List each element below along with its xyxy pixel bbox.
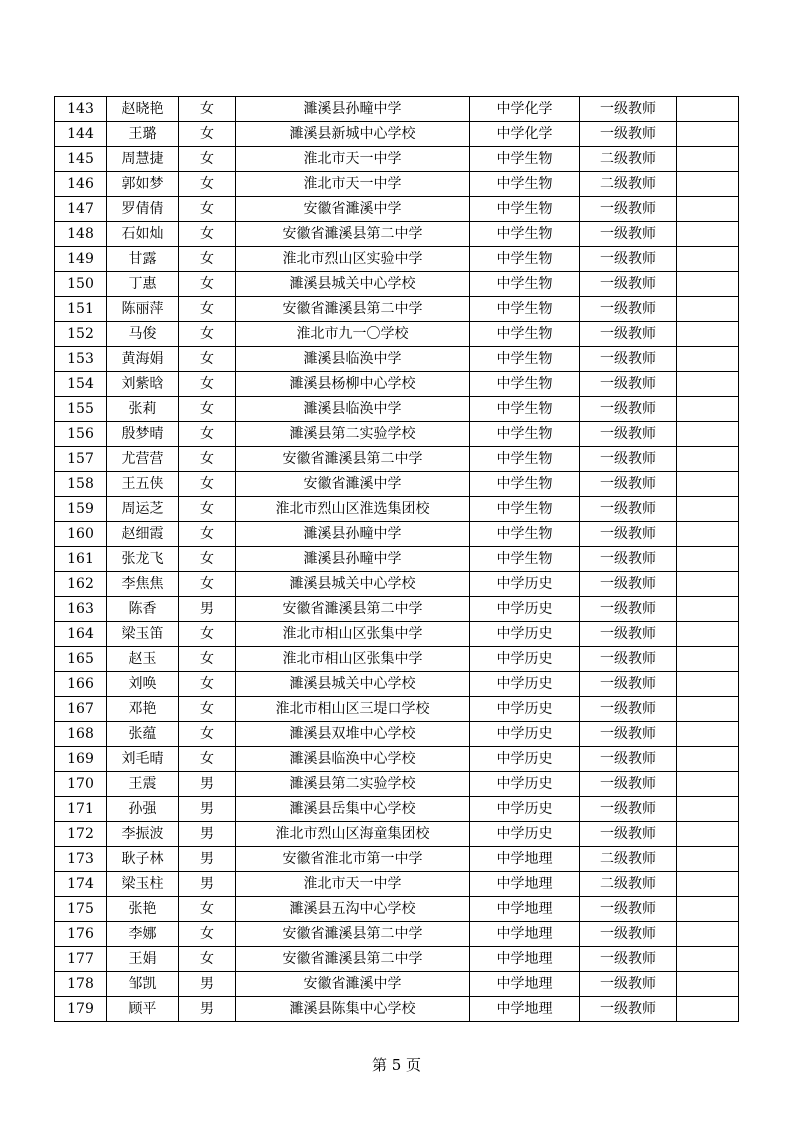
- remarks-cell: [677, 647, 739, 672]
- subject-cell: 中学历史: [470, 672, 580, 697]
- gender-cell: 女: [179, 697, 236, 722]
- title-level-cell: 一级教师: [580, 997, 677, 1022]
- gender-cell: 男: [179, 797, 236, 822]
- gender-cell: 女: [179, 522, 236, 547]
- teacher-name-cell: 赵玉: [107, 647, 179, 672]
- remarks-cell: [677, 622, 739, 647]
- table-row: [55, 497, 739, 522]
- table-row: [55, 97, 739, 122]
- table-row: [55, 847, 739, 872]
- table-row: [55, 872, 739, 897]
- table-row: [55, 597, 739, 622]
- row-number-cell: 155: [55, 397, 107, 422]
- school-name-cell: 安徽省濉溪县第二中学: [236, 222, 470, 247]
- gender-cell: 男: [179, 972, 236, 997]
- title-level-cell: 一级教师: [580, 772, 677, 797]
- remarks-cell: [677, 522, 739, 547]
- school-name-cell: 濉溪县五沟中心学校: [236, 897, 470, 922]
- remarks-cell: [677, 547, 739, 572]
- teacher-name-cell: 顾平: [107, 997, 179, 1022]
- subject-cell: 中学生物: [470, 147, 580, 172]
- row-number-cell: 162: [55, 572, 107, 597]
- remarks-cell: [677, 372, 739, 397]
- gender-cell: 女: [179, 897, 236, 922]
- school-name-cell: 安徽省濉溪县第二中学: [236, 947, 470, 972]
- table-row: [55, 697, 739, 722]
- gender-cell: 女: [179, 622, 236, 647]
- school-name-cell: 淮北市相山区张集中学: [236, 647, 470, 672]
- row-number-cell: 171: [55, 797, 107, 822]
- remarks-cell: [677, 697, 739, 722]
- row-number-cell: 157: [55, 447, 107, 472]
- school-name-cell: 安徽省淮北市第一中学: [236, 847, 470, 872]
- teacher-name-cell: 陈香: [107, 597, 179, 622]
- school-name-cell: 安徽省濉溪县第二中学: [236, 447, 470, 472]
- remarks-cell: [677, 972, 739, 997]
- school-name-cell: 安徽省濉溪县第二中学: [236, 597, 470, 622]
- gender-cell: 男: [179, 772, 236, 797]
- gender-cell: 女: [179, 447, 236, 472]
- gender-cell: 女: [179, 672, 236, 697]
- table-row: [55, 722, 739, 747]
- subject-cell: 中学历史: [470, 722, 580, 747]
- teacher-name-cell: 刘毛晴: [107, 747, 179, 772]
- gender-cell: 女: [179, 347, 236, 372]
- remarks-cell: [677, 222, 739, 247]
- subject-cell: 中学生物: [470, 497, 580, 522]
- remarks-cell: [677, 322, 739, 347]
- table-row: [55, 797, 739, 822]
- teacher-name-cell: 刘紫晗: [107, 372, 179, 397]
- table-row: [55, 372, 739, 397]
- school-name-cell: 濉溪县城关中心学校: [236, 272, 470, 297]
- gender-cell: 女: [179, 472, 236, 497]
- remarks-cell: [677, 197, 739, 222]
- subject-cell: 中学地理: [470, 897, 580, 922]
- school-name-cell: 濉溪县临涣中学: [236, 347, 470, 372]
- title-level-cell: 一级教师: [580, 322, 677, 347]
- title-level-cell: 一级教师: [580, 122, 677, 147]
- teacher-name-cell: 李娜: [107, 922, 179, 947]
- remarks-cell: [677, 822, 739, 847]
- gender-cell: 女: [179, 747, 236, 772]
- row-number-cell: 143: [55, 97, 107, 122]
- table-row: [55, 397, 739, 422]
- gender-cell: 女: [179, 497, 236, 522]
- teacher-name-cell: 梁玉柱: [107, 872, 179, 897]
- subject-cell: 中学生物: [470, 197, 580, 222]
- title-level-cell: 一级教师: [580, 722, 677, 747]
- school-name-cell: 淮北市天一中学: [236, 872, 470, 897]
- teacher-name-cell: 刘唤: [107, 672, 179, 697]
- table-row: [55, 572, 739, 597]
- subject-cell: 中学生物: [470, 322, 580, 347]
- title-level-cell: 一级教师: [580, 822, 677, 847]
- gender-cell: 男: [179, 597, 236, 622]
- row-number-cell: 146: [55, 172, 107, 197]
- table-row: [55, 547, 739, 572]
- table-row: [55, 297, 739, 322]
- subject-cell: 中学历史: [470, 797, 580, 822]
- subject-cell: 中学生物: [470, 347, 580, 372]
- school-name-cell: 安徽省濉溪县第二中学: [236, 297, 470, 322]
- row-number-cell: 152: [55, 322, 107, 347]
- row-number-cell: 151: [55, 297, 107, 322]
- teacher-name-cell: 邹凯: [107, 972, 179, 997]
- table-row: [55, 347, 739, 372]
- row-number-cell: 168: [55, 722, 107, 747]
- title-level-cell: 二级教师: [580, 172, 677, 197]
- row-number-cell: 149: [55, 247, 107, 272]
- table-row: [55, 122, 739, 147]
- row-number-cell: 159: [55, 497, 107, 522]
- row-number-cell: 175: [55, 897, 107, 922]
- gender-cell: 女: [179, 572, 236, 597]
- gender-cell: 女: [179, 547, 236, 572]
- row-number-cell: 166: [55, 672, 107, 697]
- table-row: [55, 822, 739, 847]
- row-number-cell: 170: [55, 772, 107, 797]
- subject-cell: 中学历史: [470, 597, 580, 622]
- teacher-name-cell: 李振波: [107, 822, 179, 847]
- subject-cell: 中学地理: [470, 872, 580, 897]
- row-number-cell: 179: [55, 997, 107, 1022]
- table-row: [55, 472, 739, 497]
- school-name-cell: 淮北市相山区三堤口学校: [236, 697, 470, 722]
- teacher-name-cell: 周运芝: [107, 497, 179, 522]
- row-number-cell: 163: [55, 597, 107, 622]
- gender-cell: 女: [179, 947, 236, 972]
- row-number-cell: 158: [55, 472, 107, 497]
- teacher-name-cell: 张龙飞: [107, 547, 179, 572]
- teacher-name-cell: 张蕴: [107, 722, 179, 747]
- school-name-cell: 淮北市天一中学: [236, 147, 470, 172]
- title-level-cell: 一级教师: [580, 472, 677, 497]
- title-level-cell: 一级教师: [580, 697, 677, 722]
- remarks-cell: [677, 247, 739, 272]
- row-number-cell: 161: [55, 547, 107, 572]
- title-level-cell: 一级教师: [580, 97, 677, 122]
- title-level-cell: 一级教师: [580, 647, 677, 672]
- remarks-cell: [677, 847, 739, 872]
- gender-cell: 女: [179, 372, 236, 397]
- table-row: [55, 647, 739, 672]
- subject-cell: 中学地理: [470, 947, 580, 972]
- remarks-cell: [677, 297, 739, 322]
- teacher-name-cell: 赵晓艳: [107, 97, 179, 122]
- school-name-cell: 濉溪县杨柳中心学校: [236, 372, 470, 397]
- table-row: [55, 972, 739, 997]
- teacher-name-cell: 王五侠: [107, 472, 179, 497]
- table-row: [55, 197, 739, 222]
- title-level-cell: 一级教师: [580, 747, 677, 772]
- school-name-cell: 濉溪县临涣中学: [236, 397, 470, 422]
- gender-cell: 女: [179, 272, 236, 297]
- school-name-cell: 淮北市相山区张集中学: [236, 622, 470, 647]
- row-number-cell: 144: [55, 122, 107, 147]
- gender-cell: 男: [179, 822, 236, 847]
- subject-cell: 中学生物: [470, 397, 580, 422]
- remarks-cell: [677, 447, 739, 472]
- table-row: [55, 272, 739, 297]
- table-row: [55, 897, 739, 922]
- table-row: [55, 247, 739, 272]
- teacher-roster-table: [54, 96, 739, 1022]
- remarks-cell: [677, 922, 739, 947]
- subject-cell: 中学生物: [470, 447, 580, 472]
- teacher-name-cell: 王娟: [107, 947, 179, 972]
- subject-cell: 中学生物: [470, 297, 580, 322]
- table-row: [55, 672, 739, 697]
- school-name-cell: 濉溪县新城中心学校: [236, 122, 470, 147]
- table-body: [55, 97, 739, 1022]
- gender-cell: 男: [179, 872, 236, 897]
- remarks-cell: [677, 672, 739, 697]
- school-name-cell: 安徽省濉溪中学: [236, 197, 470, 222]
- remarks-cell: [677, 497, 739, 522]
- table-row: [55, 997, 739, 1022]
- title-level-cell: 二级教师: [580, 147, 677, 172]
- subject-cell: 中学地理: [470, 922, 580, 947]
- school-name-cell: 濉溪县临涣中心学校: [236, 747, 470, 772]
- title-level-cell: 一级教师: [580, 272, 677, 297]
- title-level-cell: 一级教师: [580, 897, 677, 922]
- table-row: [55, 522, 739, 547]
- teacher-name-cell: 石如灿: [107, 222, 179, 247]
- page-number: 第 5 页: [371, 1056, 422, 1074]
- gender-cell: 男: [179, 847, 236, 872]
- school-name-cell: 濉溪县孙疃中学: [236, 522, 470, 547]
- title-level-cell: 一级教师: [580, 247, 677, 272]
- subject-cell: 中学历史: [470, 697, 580, 722]
- row-number-cell: 172: [55, 822, 107, 847]
- gender-cell: 女: [179, 647, 236, 672]
- school-name-cell: 安徽省濉溪中学: [236, 472, 470, 497]
- gender-cell: 女: [179, 397, 236, 422]
- title-level-cell: 一级教师: [580, 572, 677, 597]
- table-row: [55, 447, 739, 472]
- teacher-name-cell: 王震: [107, 772, 179, 797]
- school-name-cell: 安徽省濉溪中学: [236, 972, 470, 997]
- remarks-cell: [677, 747, 739, 772]
- remarks-cell: [677, 272, 739, 297]
- remarks-cell: [677, 722, 739, 747]
- teacher-name-cell: 黄海娟: [107, 347, 179, 372]
- subject-cell: 中学历史: [470, 772, 580, 797]
- gender-cell: 女: [179, 97, 236, 122]
- gender-cell: 女: [179, 297, 236, 322]
- remarks-cell: [677, 597, 739, 622]
- gender-cell: 男: [179, 997, 236, 1022]
- teacher-name-cell: 甘露: [107, 247, 179, 272]
- row-number-cell: 176: [55, 922, 107, 947]
- table-row: [55, 422, 739, 447]
- remarks-cell: [677, 997, 739, 1022]
- school-name-cell: 濉溪县双堆中心学校: [236, 722, 470, 747]
- school-name-cell: 淮北市烈山区淮选集团校: [236, 497, 470, 522]
- gender-cell: 女: [179, 222, 236, 247]
- teacher-name-cell: 殷梦晴: [107, 422, 179, 447]
- title-level-cell: 一级教师: [580, 372, 677, 397]
- remarks-cell: [677, 472, 739, 497]
- school-name-cell: 淮北市天一中学: [236, 172, 470, 197]
- teacher-name-cell: 马俊: [107, 322, 179, 347]
- gender-cell: 女: [179, 172, 236, 197]
- gender-cell: 女: [179, 322, 236, 347]
- remarks-cell: [677, 872, 739, 897]
- remarks-cell: [677, 397, 739, 422]
- teacher-name-cell: 尤营营: [107, 447, 179, 472]
- remarks-cell: [677, 797, 739, 822]
- row-number-cell: 153: [55, 347, 107, 372]
- subject-cell: 中学生物: [470, 472, 580, 497]
- subject-cell: 中学化学: [470, 122, 580, 147]
- subject-cell: 中学生物: [470, 372, 580, 397]
- school-name-cell: 濉溪县城关中心学校: [236, 672, 470, 697]
- school-name-cell: 濉溪县陈集中心学校: [236, 997, 470, 1022]
- table-row: [55, 322, 739, 347]
- remarks-cell: [677, 347, 739, 372]
- school-name-cell: 淮北市烈山区实验中学: [236, 247, 470, 272]
- subject-cell: 中学生物: [470, 247, 580, 272]
- subject-cell: 中学历史: [470, 647, 580, 672]
- school-name-cell: 安徽省濉溪县第二中学: [236, 922, 470, 947]
- teacher-name-cell: 丁惠: [107, 272, 179, 297]
- title-level-cell: 一级教师: [580, 972, 677, 997]
- table-row: [55, 922, 739, 947]
- school-name-cell: 濉溪县第二实验学校: [236, 772, 470, 797]
- title-level-cell: 一级教师: [580, 597, 677, 622]
- remarks-cell: [677, 147, 739, 172]
- gender-cell: 女: [179, 722, 236, 747]
- title-level-cell: 一级教师: [580, 947, 677, 972]
- remarks-cell: [677, 422, 739, 447]
- teacher-name-cell: 王璐: [107, 122, 179, 147]
- teacher-name-cell: 李焦焦: [107, 572, 179, 597]
- title-level-cell: 一级教师: [580, 547, 677, 572]
- school-name-cell: 淮北市烈山区海童集团校: [236, 822, 470, 847]
- table-row: [55, 622, 739, 647]
- subject-cell: 中学地理: [470, 997, 580, 1022]
- row-number-cell: 156: [55, 422, 107, 447]
- row-number-cell: 165: [55, 647, 107, 672]
- row-number-cell: 145: [55, 147, 107, 172]
- row-number-cell: 173: [55, 847, 107, 872]
- title-level-cell: 二级教师: [580, 872, 677, 897]
- gender-cell: 女: [179, 197, 236, 222]
- table-row: [55, 947, 739, 972]
- title-level-cell: 一级教师: [580, 497, 677, 522]
- gender-cell: 女: [179, 122, 236, 147]
- title-level-cell: 一级教师: [580, 422, 677, 447]
- row-number-cell: 164: [55, 622, 107, 647]
- subject-cell: 中学生物: [470, 272, 580, 297]
- subject-cell: 中学生物: [470, 522, 580, 547]
- subject-cell: 中学历史: [470, 572, 580, 597]
- teacher-name-cell: 罗倩倩: [107, 197, 179, 222]
- row-number-cell: 154: [55, 372, 107, 397]
- title-level-cell: 一级教师: [580, 672, 677, 697]
- title-level-cell: 一级教师: [580, 297, 677, 322]
- row-number-cell: 167: [55, 697, 107, 722]
- table-row: [55, 772, 739, 797]
- row-number-cell: 169: [55, 747, 107, 772]
- remarks-cell: [677, 947, 739, 972]
- gender-cell: 女: [179, 147, 236, 172]
- table-row: [55, 147, 739, 172]
- table-row: [55, 222, 739, 247]
- school-name-cell: 濉溪县第二实验学校: [236, 422, 470, 447]
- title-level-cell: 一级教师: [580, 522, 677, 547]
- remarks-cell: [677, 572, 739, 597]
- row-number-cell: 148: [55, 222, 107, 247]
- subject-cell: 中学地理: [470, 972, 580, 997]
- title-level-cell: 一级教师: [580, 797, 677, 822]
- school-name-cell: 濉溪县城关中心学校: [236, 572, 470, 597]
- row-number-cell: 174: [55, 872, 107, 897]
- subject-cell: 中学生物: [470, 222, 580, 247]
- school-name-cell: 淮北市九一〇学校: [236, 322, 470, 347]
- row-number-cell: 178: [55, 972, 107, 997]
- subject-cell: 中学生物: [470, 172, 580, 197]
- row-number-cell: 147: [55, 197, 107, 222]
- subject-cell: 中学生物: [470, 422, 580, 447]
- title-level-cell: 二级教师: [580, 847, 677, 872]
- remarks-cell: [677, 122, 739, 147]
- row-number-cell: 177: [55, 947, 107, 972]
- title-level-cell: 一级教师: [580, 447, 677, 472]
- remarks-cell: [677, 897, 739, 922]
- title-level-cell: 一级教师: [580, 397, 677, 422]
- title-level-cell: 一级教师: [580, 347, 677, 372]
- subject-cell: 中学历史: [470, 822, 580, 847]
- remarks-cell: [677, 172, 739, 197]
- teacher-name-cell: 陈丽萍: [107, 297, 179, 322]
- gender-cell: 女: [179, 922, 236, 947]
- subject-cell: 中学地理: [470, 847, 580, 872]
- teacher-name-cell: 郭如梦: [107, 172, 179, 197]
- subject-cell: 中学历史: [470, 622, 580, 647]
- school-name-cell: 濉溪县孙疃中学: [236, 97, 470, 122]
- teacher-name-cell: 梁玉笛: [107, 622, 179, 647]
- teacher-name-cell: 邓艳: [107, 697, 179, 722]
- gender-cell: 女: [179, 247, 236, 272]
- teacher-name-cell: 赵细霞: [107, 522, 179, 547]
- remarks-cell: [677, 772, 739, 797]
- teacher-name-cell: 耿子林: [107, 847, 179, 872]
- table-row: [55, 747, 739, 772]
- teacher-name-cell: 张莉: [107, 397, 179, 422]
- title-level-cell: 一级教师: [580, 197, 677, 222]
- subject-cell: 中学化学: [470, 97, 580, 122]
- subject-cell: 中学历史: [470, 747, 580, 772]
- teacher-name-cell: 周慧捷: [107, 147, 179, 172]
- gender-cell: 女: [179, 422, 236, 447]
- school-name-cell: 濉溪县岳集中心学校: [236, 797, 470, 822]
- row-number-cell: 160: [55, 522, 107, 547]
- subject-cell: 中学生物: [470, 547, 580, 572]
- teacher-name-cell: 孙强: [107, 797, 179, 822]
- row-number-cell: 150: [55, 272, 107, 297]
- title-level-cell: 一级教师: [580, 922, 677, 947]
- school-name-cell: 濉溪县孙疃中学: [236, 547, 470, 572]
- title-level-cell: 一级教师: [580, 622, 677, 647]
- teacher-name-cell: 张艳: [107, 897, 179, 922]
- table-row: [55, 172, 739, 197]
- remarks-cell: [677, 97, 739, 122]
- title-level-cell: 一级教师: [580, 222, 677, 247]
